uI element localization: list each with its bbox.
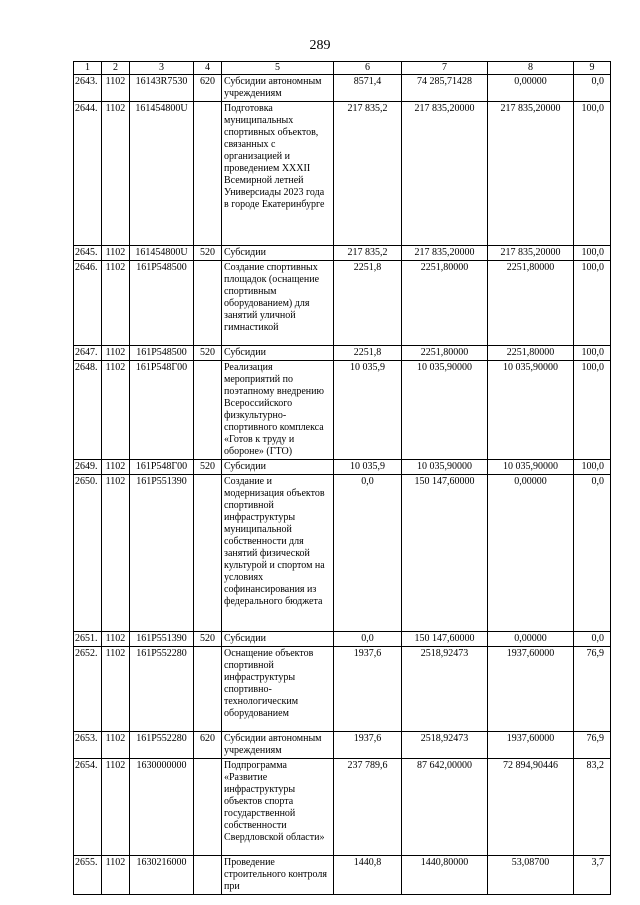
amount-cell: 10 035,90000 <box>402 361 488 460</box>
amount-cell: 237 789,6 <box>334 759 402 856</box>
amount-cell: 10 035,90000 <box>488 460 574 475</box>
description-cell: Реализация мероприятий по поэтапному внедрению Всероссийского физкультурно-спортивного комплекса «Готов к труду и обороне» (ГТО) <box>222 361 334 460</box>
amount-cell: 87 642,00000 <box>402 759 488 856</box>
column-header: 4 <box>194 62 222 75</box>
budget-table <box>73 61 611 895</box>
target-code-cell: 161P548500 <box>130 261 194 346</box>
amount-cell: 2251,80000 <box>402 346 488 361</box>
target-code-cell: 161P551390 <box>130 632 194 647</box>
percent-cell: 0,0 <box>574 632 611 647</box>
row-number-cell: 2646. <box>74 261 102 346</box>
expense-type-cell: 520 <box>194 460 222 475</box>
section-code-cell: 1102 <box>102 647 130 732</box>
description-cell: Создание спортивных площадок (оснащение спортивным оборудованием) для занятий уличной гимнастикой <box>222 261 334 346</box>
table-row <box>74 102 611 246</box>
table-header-row <box>74 62 611 75</box>
description-cell: Подпрограмма «Развитие инфраструктуры объектов спорта государственной собственности Свердловской области» <box>222 759 334 856</box>
target-code-cell: 161P552280 <box>130 732 194 759</box>
section-code-cell: 1102 <box>102 475 130 632</box>
target-code-cell: 161P548Г00 <box>130 361 194 460</box>
expense-type-cell <box>194 475 222 632</box>
table-row <box>74 261 611 346</box>
description-cell: Подготовка муниципальных спортивных объектов, связанных с организацией и проведением XXXII Всемирной летней Универсиады 2023 года в городе Екатеринбурге <box>222 102 334 246</box>
amount-cell: 1937,6 <box>334 647 402 732</box>
row-number-cell: 2649. <box>74 460 102 475</box>
amount-cell: 2251,80000 <box>488 346 574 361</box>
section-code-cell: 1102 <box>102 261 130 346</box>
amount-cell: 53,08700 <box>488 856 574 895</box>
amount-cell: 2518,92473 <box>402 732 488 759</box>
percent-cell: 100,0 <box>574 460 611 475</box>
column-header: 6 <box>334 62 402 75</box>
percent-cell: 76,9 <box>574 732 611 759</box>
amount-cell: 72 894,90446 <box>488 759 574 856</box>
description-cell: Проведение строительного контроля при <box>222 856 334 895</box>
table-row <box>74 856 611 895</box>
column-header: 9 <box>574 62 611 75</box>
percent-cell: 76,9 <box>574 647 611 732</box>
expense-type-cell: 520 <box>194 246 222 261</box>
expense-type-cell: 520 <box>194 346 222 361</box>
amount-cell: 74 285,71428 <box>402 75 488 102</box>
amount-cell: 217 835,2 <box>334 246 402 261</box>
section-code-cell: 1102 <box>102 759 130 856</box>
percent-cell: 100,0 <box>574 261 611 346</box>
section-code-cell: 1102 <box>102 361 130 460</box>
amount-cell: 2251,80000 <box>402 261 488 346</box>
description-cell: Субсидии <box>222 632 334 647</box>
table-row <box>74 475 611 632</box>
percent-cell: 100,0 <box>574 346 611 361</box>
section-code-cell: 1102 <box>102 102 130 246</box>
row-number-cell: 2647. <box>74 346 102 361</box>
expense-type-cell <box>194 647 222 732</box>
row-number-cell: 2648. <box>74 361 102 460</box>
amount-cell: 0,00000 <box>488 475 574 632</box>
description-cell: Создание и модернизация объектов спортивной инфраструктуры муниципальной собственности для занятий физической культурой и спортом на условиях софинансирования из федерального бюджета <box>222 475 334 632</box>
percent-cell: 0,0 <box>574 475 611 632</box>
row-number-cell: 2654. <box>74 759 102 856</box>
amount-cell: 2251,80000 <box>488 261 574 346</box>
expense-type-cell: 620 <box>194 732 222 759</box>
table-row <box>74 246 611 261</box>
column-header: 2 <box>102 62 130 75</box>
target-code-cell: 161P552280 <box>130 647 194 732</box>
expense-type-cell: 520 <box>194 632 222 647</box>
section-code-cell: 1102 <box>102 346 130 361</box>
expense-type-cell <box>194 102 222 246</box>
expense-type-cell <box>194 759 222 856</box>
table-body <box>74 62 611 895</box>
target-code-cell: 161454800U <box>130 246 194 261</box>
row-number-cell: 2644. <box>74 102 102 246</box>
amount-cell: 150 147,60000 <box>402 475 488 632</box>
amount-cell: 1440,80000 <box>402 856 488 895</box>
amount-cell: 1937,60000 <box>488 732 574 759</box>
table-row <box>74 647 611 732</box>
amount-cell: 217 835,20000 <box>488 246 574 261</box>
expense-type-cell <box>194 261 222 346</box>
column-header: 3 <box>130 62 194 75</box>
target-code-cell: 161P548Г00 <box>130 460 194 475</box>
amount-cell: 2251,8 <box>334 346 402 361</box>
table-row <box>74 75 611 102</box>
expense-type-cell: 620 <box>194 75 222 102</box>
amount-cell: 2251,8 <box>334 261 402 346</box>
amount-cell: 217 835,20000 <box>402 102 488 246</box>
description-cell: Субсидии <box>222 246 334 261</box>
target-code-cell: 1630000000 <box>130 759 194 856</box>
percent-cell: 100,0 <box>574 246 611 261</box>
target-code-cell: 161P548500 <box>130 346 194 361</box>
amount-cell: 1440,8 <box>334 856 402 895</box>
target-code-cell: 161454800U <box>130 102 194 246</box>
amount-cell: 2518,92473 <box>402 647 488 732</box>
amount-cell: 0,00000 <box>488 75 574 102</box>
target-code-cell: 161P551390 <box>130 475 194 632</box>
amount-cell: 10 035,9 <box>334 361 402 460</box>
table-row <box>74 759 611 856</box>
row-number-cell: 2653. <box>74 732 102 759</box>
expense-type-cell <box>194 361 222 460</box>
table-row <box>74 361 611 460</box>
percent-cell: 0,0 <box>574 75 611 102</box>
table-row <box>74 346 611 361</box>
amount-cell: 0,00000 <box>488 632 574 647</box>
percent-cell: 3,7 <box>574 856 611 895</box>
amount-cell: 150 147,60000 <box>402 632 488 647</box>
column-header: 8 <box>488 62 574 75</box>
section-code-cell: 1102 <box>102 460 130 475</box>
amount-cell: 217 835,2 <box>334 102 402 246</box>
row-number-cell: 2650. <box>74 475 102 632</box>
section-code-cell: 1102 <box>102 732 130 759</box>
table-row <box>74 460 611 475</box>
column-header: 5 <box>222 62 334 75</box>
row-number-cell: 2645. <box>74 246 102 261</box>
amount-cell: 10 035,90000 <box>402 460 488 475</box>
table-row <box>74 632 611 647</box>
description-cell: Субсидии <box>222 460 334 475</box>
description-cell: Субсидии <box>222 346 334 361</box>
row-number-cell: 2655. <box>74 856 102 895</box>
row-number-cell: 2651. <box>74 632 102 647</box>
amount-cell: 217 835,20000 <box>402 246 488 261</box>
section-code-cell: 1102 <box>102 75 130 102</box>
expense-type-cell <box>194 856 222 895</box>
amount-cell: 1937,60000 <box>488 647 574 732</box>
amount-cell: 217 835,20000 <box>488 102 574 246</box>
amount-cell: 0,0 <box>334 632 402 647</box>
amount-cell: 8571,4 <box>334 75 402 102</box>
description-cell: Субсидии автономным учреждениям <box>222 75 334 102</box>
target-code-cell: 16143R7530 <box>130 75 194 102</box>
amount-cell: 0,0 <box>334 475 402 632</box>
percent-cell: 100,0 <box>574 102 611 246</box>
percent-cell: 83,2 <box>574 759 611 856</box>
section-code-cell: 1102 <box>102 246 130 261</box>
row-number-cell: 2643. <box>74 75 102 102</box>
table-row <box>74 732 611 759</box>
page-number: 289 <box>309 38 331 53</box>
column-header: 7 <box>402 62 488 75</box>
amount-cell: 1937,6 <box>334 732 402 759</box>
amount-cell: 10 035,9 <box>334 460 402 475</box>
percent-cell: 100,0 <box>574 361 611 460</box>
column-header: 1 <box>74 62 102 75</box>
amount-cell: 10 035,90000 <box>488 361 574 460</box>
description-cell: Оснащение объектов спортивной инфраструктуры спортивно-технологическим оборудованием <box>222 647 334 732</box>
section-code-cell: 1102 <box>102 856 130 895</box>
description-cell: Субсидии автономным учреждениям <box>222 732 334 759</box>
row-number-cell: 2652. <box>74 647 102 732</box>
section-code-cell: 1102 <box>102 632 130 647</box>
target-code-cell: 1630216000 <box>130 856 194 895</box>
